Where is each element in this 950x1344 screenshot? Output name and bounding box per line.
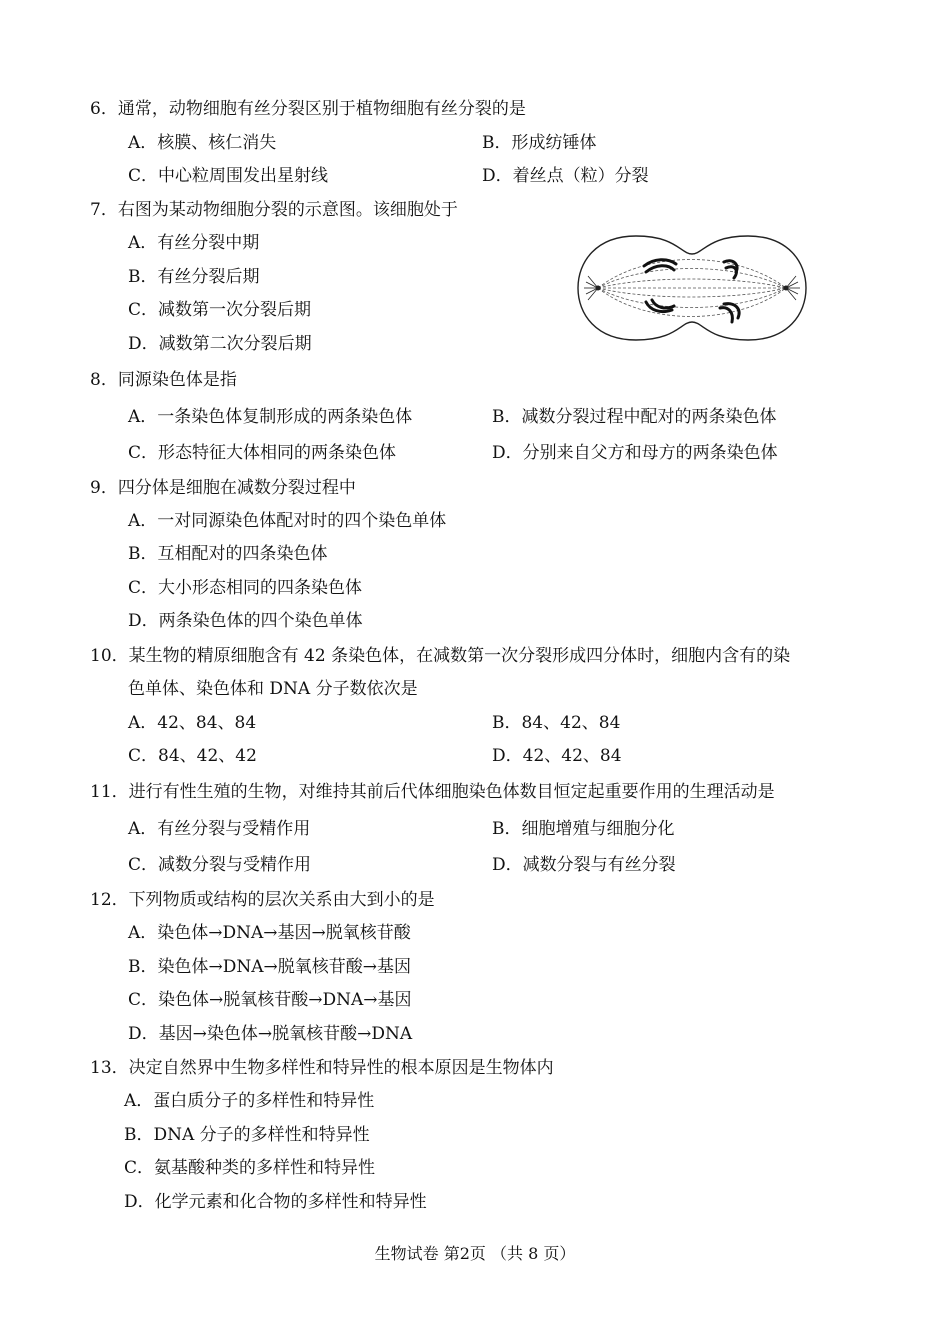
question-7-option-c: C．减数第一次分裂后期 bbox=[128, 300, 312, 320]
question-7-option-b: B．有丝分裂后期 bbox=[128, 267, 260, 287]
question-7-option-d: D．减数第二次分裂后期 bbox=[128, 334, 312, 354]
question-6-option-d: D．着丝点（粒）分裂 bbox=[482, 166, 649, 186]
question-9-stem: 9．四分体是细胞在减数分裂过程中 bbox=[90, 478, 356, 498]
question-8-option-b: B．减数分裂过程中配对的两条染色体 bbox=[492, 407, 777, 427]
page-footer: 生物试卷 第2页 （共 8 页） bbox=[374, 1244, 576, 1263]
question-10-option-d: D．42、42、84 bbox=[492, 746, 622, 766]
question-12-option-b: B．染色体→DNA→脱氧核苷酸→基因 bbox=[128, 957, 412, 977]
question-9-option-a: A．一对同源染色体配对时的四个染色单体 bbox=[128, 511, 447, 531]
question-9-option-c: C．大小形态相同的四条染色体 bbox=[128, 578, 363, 598]
question-11-option-a: A．有丝分裂与受精作用 bbox=[128, 819, 311, 839]
question-10-stem: 10．某生物的精原细胞含有 42 条染色体，在减数第一次分裂形成四分体时，细胞内含有的染 bbox=[90, 646, 791, 666]
question-7-option-a: A．有丝分裂中期 bbox=[128, 233, 260, 253]
question-13-option-b: B．DNA 分子的多样性和特异性 bbox=[124, 1125, 370, 1145]
cell-division-diagram bbox=[576, 232, 808, 344]
question-11-option-b: B．细胞增殖与细胞分化 bbox=[492, 819, 675, 839]
question-8-option-c: C．形态特征大体相同的两条染色体 bbox=[128, 443, 397, 463]
question-9-option-b: B．互相配对的四条染色体 bbox=[128, 544, 328, 564]
question-12-stem: 12．下列物质或结构的层次关系由大到小的是 bbox=[90, 890, 435, 910]
question-10-option-b: B．84、42、84 bbox=[492, 713, 621, 733]
question-13-option-a: A．蛋白质分子的多样性和特异性 bbox=[124, 1091, 375, 1111]
question-11-option-d: D．减数分裂与有丝分裂 bbox=[492, 855, 676, 875]
question-8-option-d: D．分别来自父方和母方的两条染色体 bbox=[492, 443, 778, 463]
question-10-stem-continuation: 色单体、染色体和 DNA 分子数依次是 bbox=[128, 679, 418, 699]
question-8-option-a: A．一条染色体复制形成的两条染色体 bbox=[128, 407, 413, 427]
question-13-option-d: D．化学元素和化合物的多样性和特异性 bbox=[124, 1192, 427, 1212]
question-6-stem: 6．通常，动物细胞有丝分裂区别于植物细胞有丝分裂的是 bbox=[90, 99, 526, 119]
question-6-option-a: A．核膜、核仁消失 bbox=[128, 133, 277, 153]
question-6-option-b: B．形成纺锤体 bbox=[482, 133, 597, 153]
question-10-option-c: C．84、42、42 bbox=[128, 746, 257, 766]
question-13-stem: 13．决定自然界中生物多样性和特异性的根本原因是生物体内 bbox=[90, 1058, 554, 1078]
question-12-option-a: A．染色体→DNA→基因→脱氧核苷酸 bbox=[128, 923, 411, 943]
question-7-stem: 7．右图为某动物细胞分裂的示意图。该细胞处于 bbox=[90, 200, 458, 220]
question-11-stem: 11．进行有性生殖的生物，对维持其前后代体细胞染色体数目恒定起重要作用的生理活动是 bbox=[90, 782, 775, 802]
question-12-option-d: D．基因→染色体→脱氧核苷酸→DNA bbox=[128, 1024, 413, 1044]
question-10-option-a: A．42、84、84 bbox=[128, 713, 257, 733]
question-8-stem: 8．同源染色体是指 bbox=[90, 370, 237, 390]
question-13-option-c: C．氨基酸种类的多样性和特异性 bbox=[124, 1158, 376, 1178]
question-11-option-c: C．减数分裂与受精作用 bbox=[128, 855, 312, 875]
question-9-option-d: D．两条染色体的四个染色单体 bbox=[128, 611, 363, 631]
question-12-option-c: C．染色体→脱氧核苷酸→DNA→基因 bbox=[128, 990, 412, 1010]
question-6-option-c: C．中心粒周围发出星射线 bbox=[128, 166, 329, 186]
